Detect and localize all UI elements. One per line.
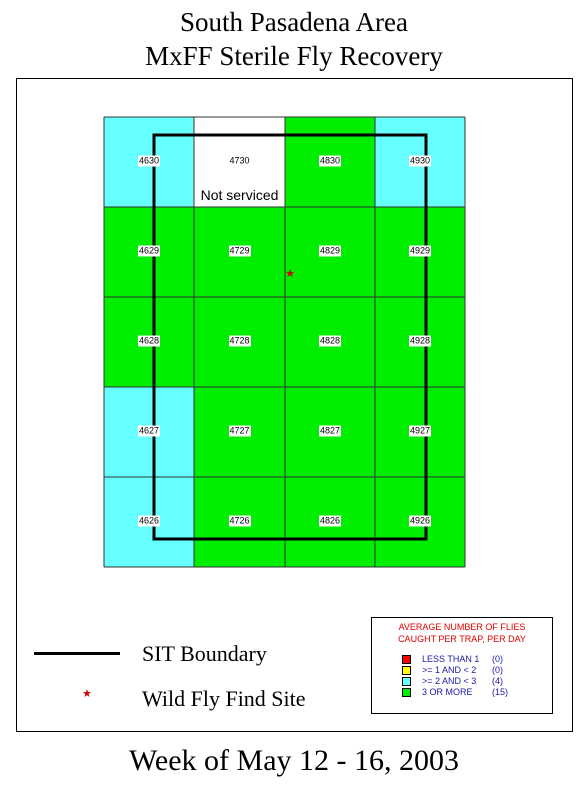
- legend-swatch: [402, 677, 411, 686]
- cell-id-label-4628: 4628: [138, 335, 160, 346]
- week-footer: Week of May 12 - 16, 2003: [128, 744, 459, 777]
- wild-fly-find-site-icon: ★: [285, 267, 295, 280]
- cell-id-label-4926: 4926: [409, 515, 431, 526]
- legend-item-label: LESS THAN 1: [422, 654, 480, 664]
- map-title-line2: MxFF Sterile Fly Recovery: [145, 41, 443, 71]
- cell-id-label-4627: 4627: [138, 425, 160, 436]
- legend-swatch: [402, 688, 411, 697]
- not-serviced-label: Not serviced: [200, 187, 279, 203]
- cell-id-label-4930: 4930: [409, 155, 431, 166]
- cell-id-label-4730: 4730: [229, 155, 250, 166]
- cell-id-label-4729: 4729: [229, 245, 250, 256]
- find-site-legend-icon: ★: [82, 687, 92, 700]
- cell-id-label-4830: 4830: [319, 155, 341, 166]
- legend-title-line1: AVERAGE NUMBER OF FLIES: [398, 622, 526, 632]
- legend-item-count: (0): [492, 654, 503, 664]
- legend-item-count: (0): [492, 665, 503, 675]
- legend-swatch: [402, 666, 411, 675]
- cell-id-label-4927: 4927: [409, 425, 431, 436]
- legend-item-label: >= 1 AND < 2: [422, 665, 477, 675]
- legend-title-line2: CAUGHT PER TRAP, PER DAY: [398, 634, 526, 644]
- find-site-legend-label: Wild Fly Find Site: [142, 686, 306, 711]
- cell-id-label-4929: 4929: [409, 245, 431, 256]
- cell-id-label-4728: 4728: [229, 335, 250, 346]
- legend-item-count: (4): [492, 676, 503, 686]
- cell-id-label-4626: 4626: [138, 515, 160, 526]
- cell-id-label-4827: 4827: [319, 425, 341, 436]
- cell-id-label-4726: 4726: [229, 515, 250, 526]
- legend-item-count: (15): [492, 687, 509, 697]
- boundary-line-swatch: [34, 652, 120, 655]
- legend-item-label: 3 OR MORE: [422, 687, 473, 697]
- legend-swatch: [402, 655, 411, 664]
- cell-id-label-4630: 4630: [138, 155, 160, 166]
- legend-item-label: >= 2 AND < 3: [422, 676, 477, 686]
- map-title-line1: South Pasadena Area: [180, 7, 408, 37]
- cell-id-label-4826: 4826: [319, 515, 341, 526]
- boundary-legend-label: SIT Boundary: [142, 641, 267, 666]
- cell-id-label-4727: 4727: [229, 425, 250, 436]
- cell-id-label-4629: 4629: [138, 245, 160, 256]
- cell-id-label-4828: 4828: [319, 335, 341, 346]
- catch-rate-legend: [371, 617, 553, 714]
- cell-id-label-4829: 4829: [319, 245, 341, 256]
- cell-id-label-4928: 4928: [409, 335, 431, 346]
